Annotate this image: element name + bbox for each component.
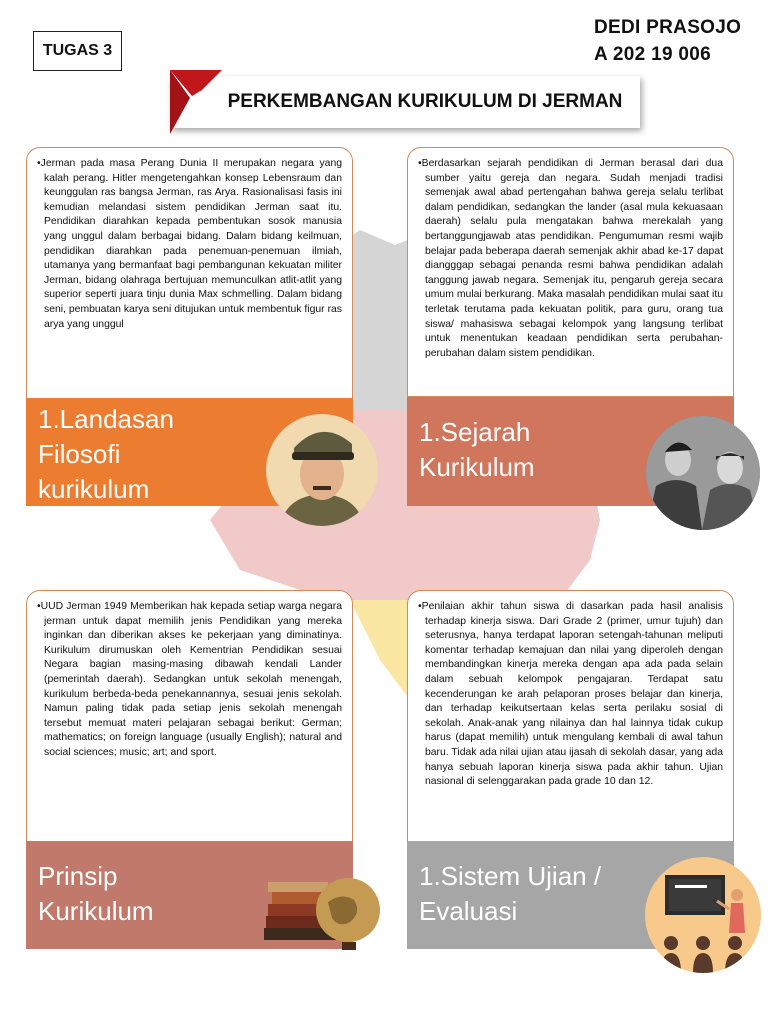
heading-line: kurikulum [38,474,150,504]
classroom-icon [645,857,761,973]
section-card-prinsip [26,590,353,842]
assignment-badge: TUGAS 3 [33,31,122,71]
author-name: DEDI PRASOJO [594,17,742,38]
portrait-image [266,414,378,526]
author-info [594,14,741,68]
ribbon-icon [162,68,232,138]
books-globe-image [262,862,382,954]
section-text: •UUD Jerman 1949 Memberikan hak kepada setiap warga negara jerman untuk dapat memilih jenis Pendidikan yang mereka inginkan dan diberikan akses ke pekerjaan yang diminatinya. Kurikulum dirumuskan oleh Kementrian Pendidikan sesuai Negara bagian masing-masing dibawah kendali Lander (pemerintah daerah). Sedangkan untuk sekolah menengah, kurikulum berbeda-beda penekannannya, sesuai jenis sekolah. Namun paling tidak pada setiap jenis sekolah menengah tersebut memuat materi pelajaran sebagai berikut: German; mathematics; on foreign language (usually English); natural and social sciences; music; art; and sport. [37,601,342,758]
author-id: A 202 19 006 [594,44,711,65]
heading-line: Kurikulum [38,896,154,926]
section-card-sejarah [407,147,734,397]
heading-line: Evaluasi [419,896,518,926]
section-card-sistem-ujian [407,590,734,842]
page-title: PERKEMBANGAN KURIKULUM DI JERMAN [170,76,640,128]
historical-photo [646,416,760,530]
heading-line: 1.Sistem Ujian / [419,861,602,891]
heading-line: Prinsip [38,861,118,891]
section-text: •Berdasarkan sejarah pendidikan di Jerman berasal dari dua sumber yaitu gereja dan negara. Sudah menjadi tradisi semenjak awal abad pertengahan bahwa gereja selalu terlibat dalam pendidikan, sedangkan the lander (asal mula kekuasaan daerah) selalu pula mengatakan bahwa merekalah yang bertanggungjawab atas pendidikan. Pengumuman resmi wajib belajar pada beberapa daerah semenjak akhir abad ke-17 dapat diangggap sebagai penanda resmi bahwa pendidikan adalah tanggung jawab negara. Semenjak itu, pengaruh gereja secara umum mulai berkurang. Maka masalah pendidikan mulai saat itu terletak terutama pada kekuatan politik, para guru, orang tua siswa/ mahasiswa sebagai kelompok yang langsung terlibat untuk menentukan keadaan pendidikan serta perubahan-perubahan dalam sistem pendidikan. [418,158,723,359]
section-text: •Jerman pada masa Perang Dunia II merupakan negara yang kalah perang. Hitler mengetengahkan konsep Lebensraum dan keunggulan ras bangsa Jerman, ras Arya. Rasionalisasi fasis ini kemudian melandasi sistem pendidikan Jerman saat itu. Pendidikan diarahkan kepada pembentukan sosok manusia yang unggul dalam berbagai bidang. Dalam bidang keilmuan, pendidikan diarahkan pada penemuan-penemuan ilmiah, utamanya yang bermanfaat bagi pembangunan kekuatan militer Jerman, bidang olahraga bertujuan memunculkan atlit-atlit yang superior seperti juara tinju dunia Max schmelling. Dalam bidang seni, pembuatan karya seni ditujukan untuk membentuk figur ras arya yang unggul [37,158,342,330]
heading-line: Kurikulum [419,452,535,482]
heading-line: Filosofi [38,439,121,469]
section-card-landasan [26,147,353,399]
heading-line: 1.Landasan [38,404,174,434]
section-text: •Penilaian akhir tahun siswa di dasarkan pada hasil analisis terhadap kinerja siswa. Dari Grade 2 (primer, umur tujuh) dan seterusnya, hanya terdapat laporan setengah-tahunan meliputi komentar terhadap kemajuan dan nilai yang diperoleh dengan membandingkan kinerja mereka dengan apa ada pada selain dalam sebuah kelompok pengajaran. Terdapat satu kecenderungan ke arah pelaporan proses belajar dan kinerja, dan terhadap keikutsertaan kelas serta perilaku sosial di sekolah. Anak-anak yang nilainya dan hal lainnya tidak cukup harus (dapat memilih) untuk mengulang kembali di awal tahun baru. Tidak ada nilai ujian atau ijasah di sekolah dasar, yang ada hanya sebuah laporan kinerja siswa pada akhir tahun. Ujian nasional di selenggarakan pada grade 10 dan 12. [418,601,723,788]
heading-line: 1.Sejarah [419,417,531,447]
